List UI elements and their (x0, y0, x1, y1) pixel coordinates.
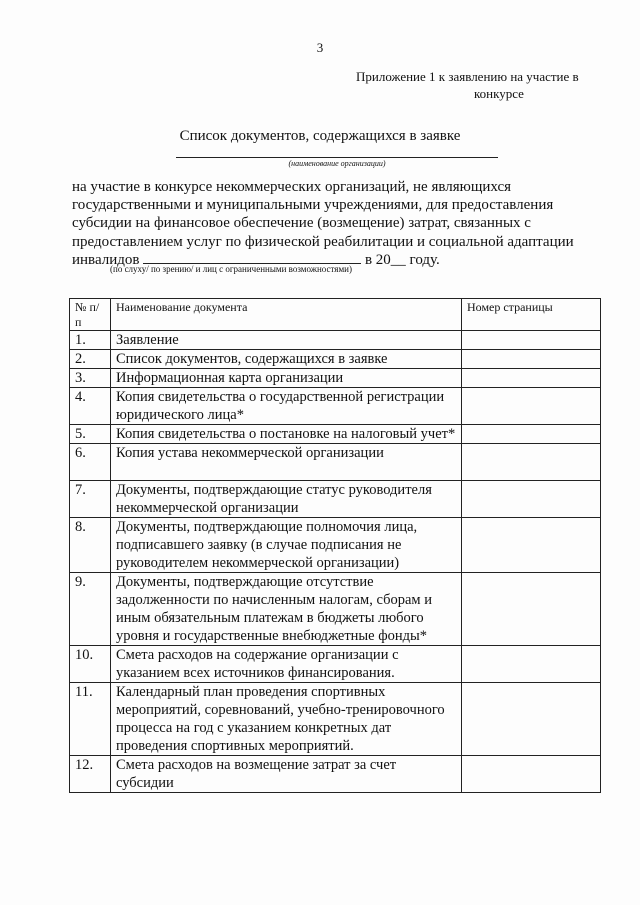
body-line-5-start: инвалидов (72, 251, 140, 268)
row-number: 6. (70, 444, 111, 481)
table-row (70, 518, 601, 573)
disability-type-blank (143, 253, 361, 264)
page-number: 3 (316, 40, 324, 55)
appendix-note (356, 68, 606, 102)
body-line-1: на участие в конкурсе некоммерческих организаций, не являющихся (72, 179, 512, 195)
row-page-number (462, 350, 601, 369)
appendix-line-2: конкурсе (474, 86, 524, 101)
row-number: 5. (70, 425, 111, 444)
row-document-name: Документы, подтверждающие полномочия лица, подписавшего заявку (в случае подписания не руководителем некоммерческой организации) (111, 518, 462, 573)
row-number: 3. (70, 369, 111, 388)
table-row (70, 331, 601, 350)
row-page-number (462, 331, 601, 350)
organization-name-line (176, 157, 498, 158)
row-page-number (462, 388, 601, 425)
row-page-number (462, 573, 601, 646)
row-number: 12. (70, 756, 111, 793)
row-page-number (462, 646, 601, 683)
row-page-number (462, 444, 601, 481)
row-document-name: Смета расходов на содержание организации с указанием всех источников финансирования. (111, 646, 462, 683)
header-page-number: Номер страницы (462, 299, 601, 331)
row-number: 8. (70, 518, 111, 573)
table-row (70, 350, 601, 369)
row-number: 10. (70, 646, 111, 683)
organization-name-caption: (наименование организации) (288, 159, 386, 168)
appendix-line-1: Приложение 1 к заявлению на участие в (356, 69, 579, 84)
row-document-name: Список документов, содержащихся в заявке (111, 350, 462, 369)
body-line-2: государственными и муниципальными учреждениями, для предоставления (72, 197, 554, 214)
row-document-name: Документы, подтверждающие статус руководителя некоммерческой организации (111, 481, 462, 518)
table-row (70, 683, 601, 756)
header-number: № п/п (70, 299, 111, 331)
row-document-name: Документы, подтверждающие отсутствие задолженности по начисленным налогам, сборам и иным обязательным платежам в бюджеты любого уровня и государственные внебюджетные фонды* (111, 573, 462, 646)
row-document-name: Копия свидетельства о государственной регистрации юридического лица* (111, 388, 462, 425)
row-document-name: Информационная карта организации (111, 369, 462, 388)
table-row (70, 425, 601, 444)
row-number: 11. (70, 683, 111, 756)
disability-type-caption: (по слуху/ по зрению/ и лиц с ограниченными возможностями) (110, 264, 352, 274)
row-page-number (462, 425, 601, 444)
table-row (70, 756, 601, 793)
row-number: 4. (70, 388, 111, 425)
table-row (70, 573, 601, 646)
document-title: Список документов, содержащихся в заявке (179, 128, 461, 144)
row-page-number (462, 518, 601, 573)
row-document-name: Календарный план проведения спортивных мероприятий, соревнований, учебно-тренировочного процесса на год с указанием конкретных дат проведения спортивных мероприятий. (111, 683, 462, 756)
row-document-name: Копия свидетельства о постановке на налоговый учет* (111, 425, 462, 444)
table-header-row (70, 299, 601, 331)
table-row (70, 481, 601, 518)
row-number: 9. (70, 573, 111, 646)
body-line-4: предоставлением услуг по физической реабилитации и социальной адаптации (72, 233, 574, 250)
table-row (70, 646, 601, 683)
table-row (70, 388, 601, 425)
table-row (70, 444, 601, 481)
row-page-number (462, 369, 601, 388)
body-paragraph (72, 178, 600, 269)
row-document-name: Копия устава некоммерческой организации (111, 444, 462, 481)
documents-table (69, 298, 601, 793)
row-number: 2. (70, 350, 111, 369)
row-document-name: Смета расходов на возмещение затрат за счет субсидии (111, 756, 462, 793)
body-line-3: субсидии на финансовое обеспечение (возмещение) затрат, связанных с (72, 215, 531, 232)
row-page-number (462, 683, 601, 756)
row-number: 7. (70, 481, 111, 518)
row-document-name: Заявление (111, 331, 462, 350)
row-page-number (462, 756, 601, 793)
row-page-number (462, 481, 601, 518)
header-document-name: Наименование документа (111, 299, 462, 331)
row-number: 1. (70, 331, 111, 350)
table-row (70, 369, 601, 388)
body-line-5-end: в 20__ году. (364, 251, 440, 268)
